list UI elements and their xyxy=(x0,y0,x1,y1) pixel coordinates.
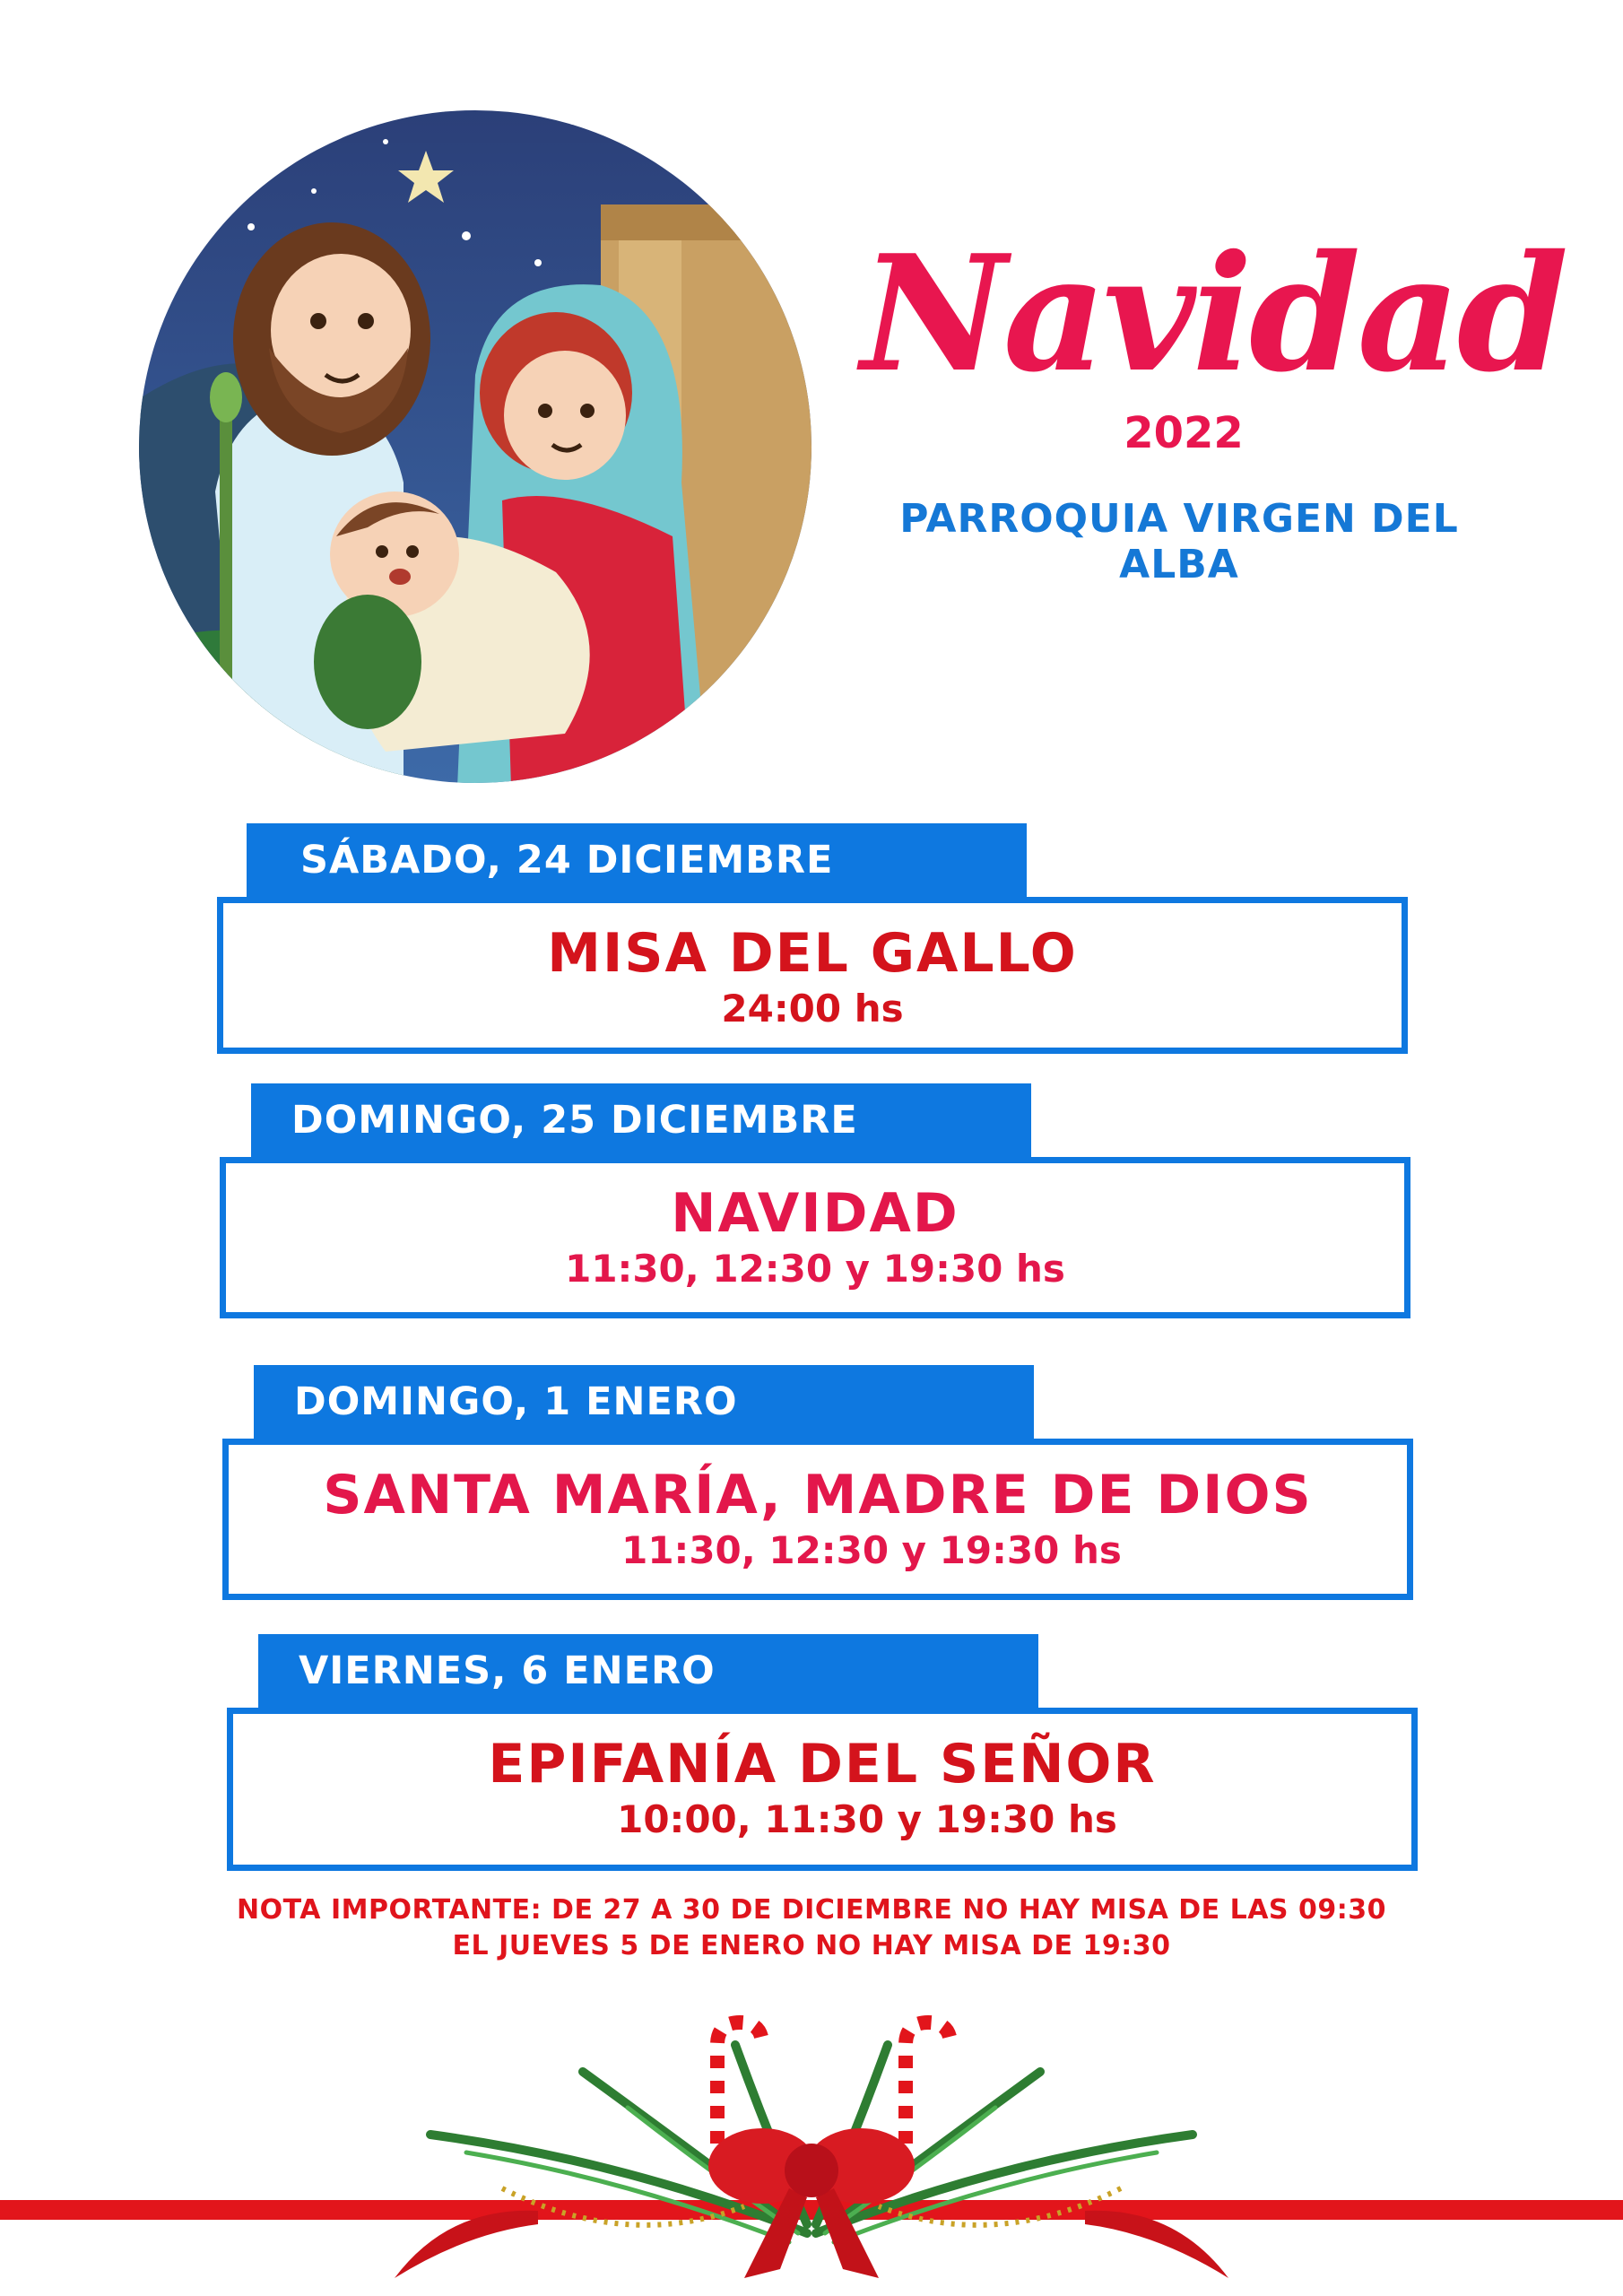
page-title: Navidad xyxy=(861,220,1566,407)
event-name: SANTA MARÍA, MADRE DE DIOS xyxy=(323,1464,1313,1526)
event-times: 11:30, 12:30 y 19:30 hs xyxy=(565,1247,1065,1291)
event-day-tab xyxy=(258,1634,1038,1708)
event-card xyxy=(220,1157,1410,1318)
event-times: 24:00 hs xyxy=(721,987,904,1031)
event-name: NAVIDAD xyxy=(671,1182,959,1245)
event-day-label: SÁBADO, 24 DICIEMBRE xyxy=(300,838,834,883)
event-card xyxy=(222,1439,1413,1600)
event-day-tab xyxy=(254,1365,1034,1439)
event-day-label: DOMINGO, 25 DICIEMBRE xyxy=(291,1098,858,1143)
nativity-illustration xyxy=(135,106,816,787)
event-card xyxy=(227,1708,1418,1871)
important-note-2: EL JUEVES 5 DE ENERO NO HAY MISA DE 19:30 xyxy=(452,1930,1171,1961)
event-day-label: VIERNES, 6 ENERO xyxy=(299,1648,716,1693)
event-day-tab xyxy=(247,823,1027,897)
christmas-garland xyxy=(0,2009,1623,2296)
event-times: 10:00, 11:30 y 19:30 hs xyxy=(617,1797,1117,1841)
event-day-tab xyxy=(251,1083,1031,1157)
parish-name: PARROQUIA VIRGEN DEL ALBA xyxy=(899,496,1459,587)
event-times: 11:30, 12:30 y 19:30 hs xyxy=(621,1528,1122,1572)
event-name: MISA DEL GALLO xyxy=(547,922,1078,985)
event-card xyxy=(217,897,1408,1054)
event-name: EPIFANÍA DEL SEÑOR xyxy=(488,1733,1157,1796)
year-label: 2022 xyxy=(1124,408,1244,458)
important-note: NOTA IMPORTANTE: DE 27 A 30 DE DICIEMBRE NO HAY MISA DE LAS 09:30 xyxy=(237,1894,1386,1926)
event-day-label: DOMINGO, 1 ENERO xyxy=(294,1379,738,1424)
